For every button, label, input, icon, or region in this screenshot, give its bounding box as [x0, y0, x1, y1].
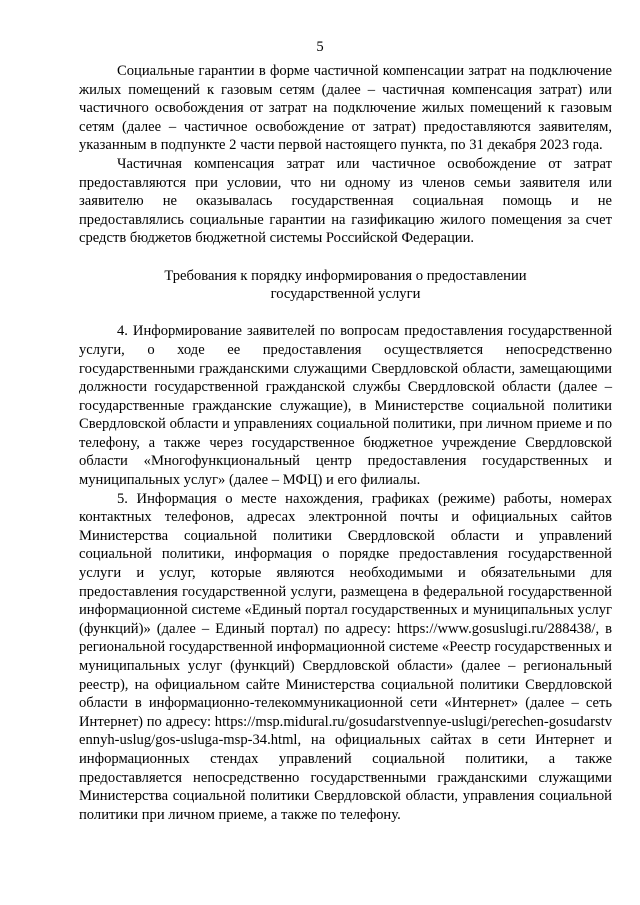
page-number: 5	[316, 39, 324, 55]
paragraph-social-guarantees: Социальные гарантии в форме частичной компенсации затрат на подключение жилых помещений к газовым сетям (далее – частичная компенсация затрат) или частичного освобождения от затрат на подключение жилых помещений к газовым сетям (далее – частичное освобождение от затрат) предоставляются заявителям, указанным в подпункте 2 части первой настоящего пункта, по 31 декабря 2023 года.	[79, 63, 612, 154]
paragraph-item-5	[79, 490, 612, 825]
paragraph-item-5-text-2: , в региональной государственной информационной системе «Реестр государственных и муниципальных услуг (функций) Свердловской области» (далее – региональный реестр), на официальном сайте Министерства социальной политики Свердловской области в информационно-телекоммуникационной сети «Интернет» (далее – сеть Интернет) по адресу:	[79, 620, 612, 730]
paragraph-item-4: 4. Информирование заявителей по вопросам предоставления государственной услуги, о ходе ее предоставления осуществляется непосредственно государственными гражданскими служащими Свердловской области, замещающими должности государственной гражданской службы Свердловской области (далее – государственные гражданские служащие), в Министерстве социальной политики Свердловской области и управлениях социальной политики, при личном приеме и по телефону, а также через государственное бюджетное учреждение Свердловской области «Многофункциональный центр предоставления государственных и муниципальных услуг» (далее – МФЦ) и его филиалы.	[79, 323, 612, 489]
document-body	[79, 62, 612, 824]
section-heading: Требования к порядку информирования о предоставлении государственной услуги	[164, 267, 527, 303]
paragraph-item-5-text-1: 5. Информация о месте нахождения, графиках (режиме) работы, номерах контактных телефонов, адресах электронной почты и официальных сайтов Министерства социальной политики Свердловской области и управлений социальной политики, информация о порядке предоставления государственной услуги и услуг, которые являются необходимыми и обязательными для предоставления государственной услуги, размещена в федеральной государственной информационной системе «Единый портал государственных и муниципальных услуг (функций)» (далее – Единый портал) по адресу:	[79, 490, 612, 637]
gosuslugi-link[interactable]: https://www.gosuslugi.ru/288438/	[396, 620, 596, 637]
msp-midural-link[interactable]: https://msp.midural.ru/gosudarstvennye-uslugi/perechen-gosudarstvennyh-uslug/gos-usluga-msp-34.html	[79, 713, 612, 749]
paragraph-compensation-conditions: Частичная компенсация затрат или частичное освобождение от затрат предоставляются при условии, что ни одному из членов семьи заявителя или заявителю не оказывалась государственная социальная помощь и не предоставлялись социальные гарантии на газификацию жилого помещения за счет средств бюджетов бюджетной системы Российской Федерации.	[79, 155, 612, 247]
paragraph-item-5-text-3: , на официальных сайтах в сети Интернет и информационных стендах управлений социальной политики, а также предоставляется непосредственно государственными гражданскими служащими Министерства социальной политики Свердловской области, управления социальной политики при личном приеме, а также по телефону.	[79, 732, 612, 823]
